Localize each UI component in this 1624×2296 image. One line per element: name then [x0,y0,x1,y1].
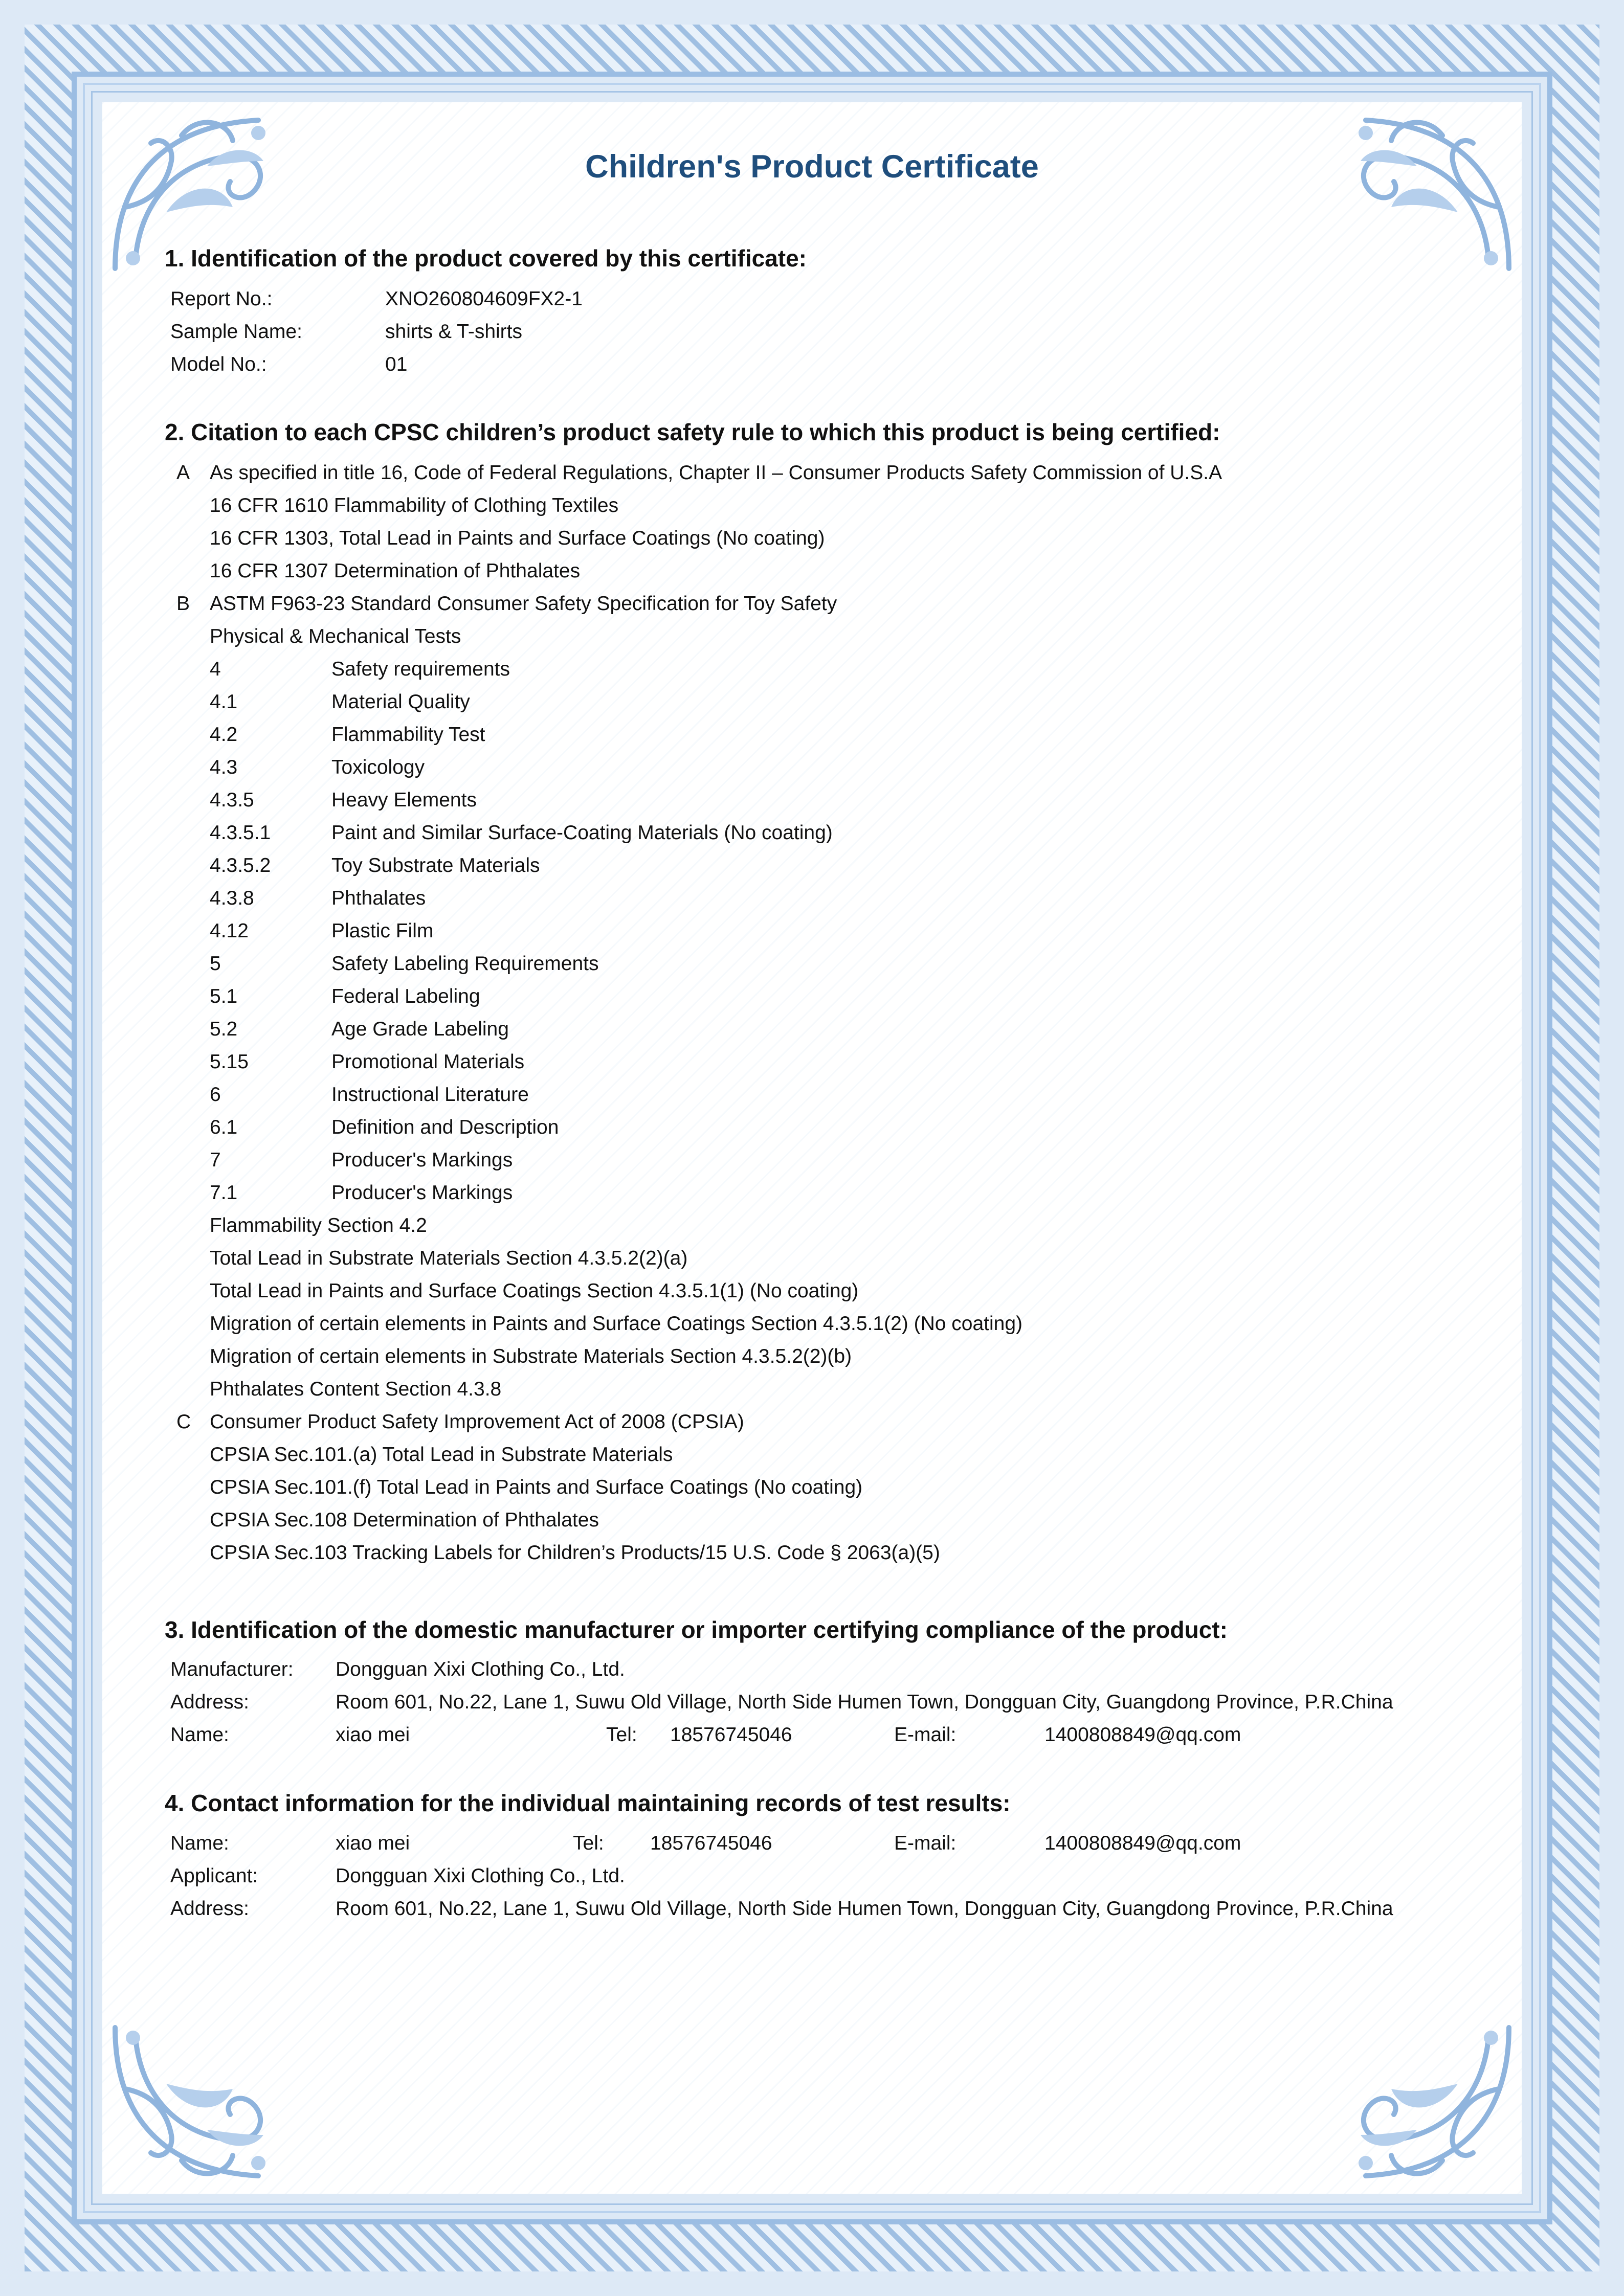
clause-number: 4.1 [210,691,238,713]
citation-b-line: Phthalates Content Section 4.3.8 [210,1378,502,1400]
citation-b-line: Total Lead in Paints and Surface Coatings Section 4.3.5.1(1) (No coating) [210,1280,859,1302]
section-3-heading: 3. Identification of the domestic manufacturer or importer certifying compliance of the product: [165,1616,1228,1643]
corner-ornament-icon [105,2017,279,2191]
report-no-value: XNO260804609FX2-1 [385,288,583,310]
clause-text: Phthalates [331,887,426,909]
address-label: Address: [170,1691,249,1713]
email-label: E-mail: [894,1832,956,1854]
clause-number: 4.3.8 [210,887,254,909]
citation-c-line: CPSIA Sec.101.(f) Total Lead in Paints and Surface Coatings (No coating) [210,1476,863,1498]
model-no-value: 01 [385,353,408,375]
section-2-heading: 2. Citation to each CPSC children’s product safety rule to which this product is being certified: [165,419,1220,445]
tel-label: Tel: [573,1832,604,1854]
clause-number: 4.3.5.1 [210,822,271,844]
report-no-label: Report No.: [170,288,273,310]
citation-b-line: Total Lead in Substrate Materials Section 4.3.5.2(2)(a) [210,1247,688,1269]
citation-a-line: 16 CFR 1307 Determination of Phthalates [210,560,581,582]
clause-text: Definition and Description [331,1116,559,1138]
sample-name-label: Sample Name: [170,321,302,343]
citation-a-line: 16 CFR 1610 Flammability of Clothing Textiles [210,494,619,516]
clause-text: Material Quality [331,691,470,713]
citation-letter-a: A [176,462,190,484]
citation-a-intro: As specified in title 16, Code of Federal Regulations, Chapter II – Consumer Products Safety Commission of U.S.A [210,462,1222,484]
clause-number: 4.3 [210,756,238,778]
clause-number: 4.12 [210,920,249,942]
clause-number: 4.3.5 [210,789,254,811]
address-value: Room 601, No.22, Lane 1, Suwu Old Village, North Side Humen Town, Dongguan City, Guangdong Province, P.R.China [336,1898,1393,1920]
clause-text: Safety Labeling Requirements [331,953,599,975]
section-1-heading: 1. Identification of the product covered by this certificate: [165,245,807,272]
citation-b-line: Migration of certain elements in Substrate Materials Section 4.3.5.2(2)(b) [210,1345,852,1367]
clause-number: 4.2 [210,724,238,746]
clause-text: Flammability Test [331,724,485,746]
citation-c-line: CPSIA Sec.101.(a) Total Lead in Substrate Materials [210,1444,673,1466]
manufacturer-label: Manufacturer: [170,1658,294,1680]
tel-value: 18576745046 [670,1724,792,1746]
clause-number: 5.2 [210,1018,238,1040]
citation-b-line: Flammability Section 4.2 [210,1214,427,1236]
sample-name-value: shirts & T-shirts [385,321,522,343]
tel-label: Tel: [606,1724,637,1746]
clause-text: Producer's Markings [331,1149,513,1171]
clause-text: Age Grade Labeling [331,1018,509,1040]
clause-text: Producer's Markings [331,1182,513,1204]
clause-text: Toxicology [331,756,425,778]
section-4-heading: 4. Contact information for the individual maintaining records of test results: [165,1790,1011,1816]
clause-text: Heavy Elements [331,789,477,811]
citation-c-line: CPSIA Sec.108 Determination of Phthalates [210,1509,599,1531]
citation-b-line: Migration of certain elements in Paints and Surface Coatings Section 4.3.5.1(2) (No coating) [210,1313,1023,1335]
corner-ornament-icon [1345,105,1519,279]
model-no-label: Model No.: [170,353,267,375]
citation-a-line: 16 CFR 1303, Total Lead in Paints and Surface Coatings (No coating) [210,527,825,549]
clause-text: Instructional Literature [331,1084,529,1106]
email-value: 1400808849@qq.com [1044,1832,1241,1854]
clause-text: Paint and Similar Surface-Coating Materials (No coating) [331,822,833,844]
clause-text: Promotional Materials [331,1051,525,1073]
clause-text: Federal Labeling [331,985,480,1007]
tel-value: 18576745046 [650,1832,772,1854]
clause-number: 5 [210,953,221,975]
certificate-title: Children's Product Certificate [585,149,1039,185]
applicant-value: Dongguan Xixi Clothing Co., Ltd. [336,1865,625,1887]
clause-number: 4 [210,658,221,680]
clause-number: 5.1 [210,985,238,1007]
name-value: xiao mei [336,1832,410,1854]
citation-letter-b: B [176,593,190,615]
certificate-body [102,102,1522,2194]
clause-number: 4.3.5.2 [210,854,271,876]
email-label: E-mail: [894,1724,956,1746]
applicant-label: Applicant: [170,1865,258,1887]
address-value: Room 601, No.22, Lane 1, Suwu Old Village, North Side Humen Town, Dongguan City, Guangdong Province, P.R.China [336,1691,1393,1713]
manufacturer-value: Dongguan Xixi Clothing Co., Ltd. [336,1658,625,1680]
citation-b-intro: ASTM F963-23 Standard Consumer Safety Specification for Toy Safety [210,593,837,615]
citation-b-subheading: Physical & Mechanical Tests [210,625,461,647]
citation-c-intro: Consumer Product Safety Improvement Act of 2008 (CPSIA) [210,1411,744,1433]
name-value: xiao mei [336,1724,410,1746]
address-label: Address: [170,1898,249,1920]
clause-text: Plastic Film [331,920,434,942]
clause-text: Toy Substrate Materials [331,854,540,876]
clause-text: Safety requirements [331,658,510,680]
clause-number: 5.15 [210,1051,249,1073]
citation-letter-c: C [176,1411,191,1433]
clause-number: 6 [210,1084,221,1106]
name-label: Name: [170,1832,229,1854]
clause-number: 7 [210,1149,221,1171]
clause-number: 6.1 [210,1116,238,1138]
corner-ornament-icon [1345,2017,1519,2191]
name-label: Name: [170,1724,229,1746]
email-value: 1400808849@qq.com [1044,1724,1241,1746]
citation-c-line: CPSIA Sec.103 Tracking Labels for Children’s Products/15 U.S. Code § 2063(a)(5) [210,1542,940,1564]
clause-number: 7.1 [210,1182,238,1204]
